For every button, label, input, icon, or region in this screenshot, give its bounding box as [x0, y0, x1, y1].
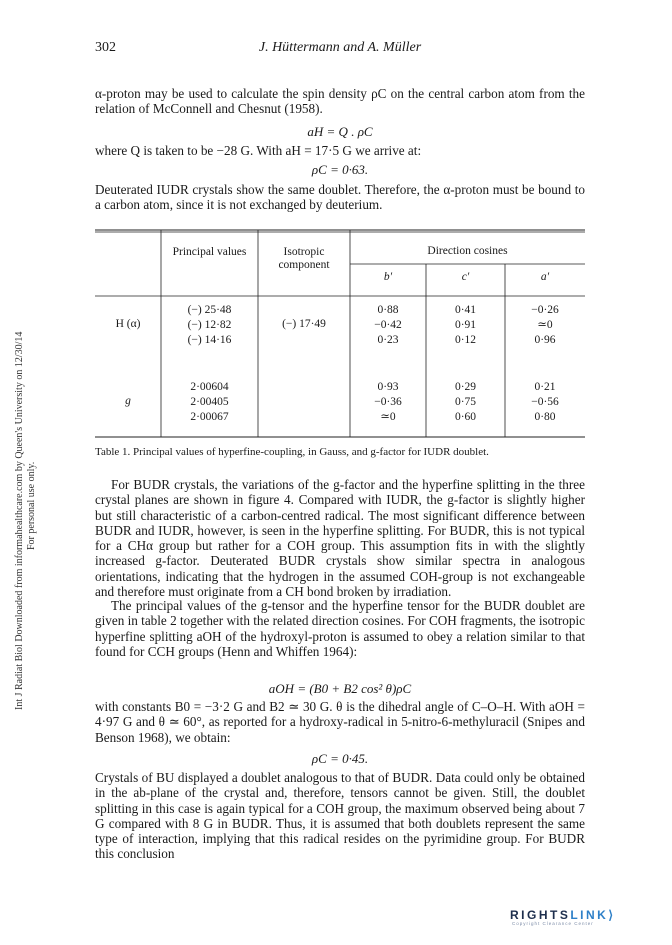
cell-principal-g: 2·00604 2·00405 2·00067 — [190, 381, 229, 423]
row-label-h-alpha: H (α) — [115, 318, 141, 330]
download-watermark — [14, 150, 44, 710]
cell-a-g: 0·21 −0·56 0·80 — [531, 381, 559, 423]
header-c: c′ — [461, 271, 470, 283]
table-caption: Table 1. Principal values of hyperfine-coupling, in Gauss, and g-factor for IUDR doublet. — [95, 446, 489, 458]
rightslink-logo — [510, 908, 616, 922]
cell-a-h: −0·26 ≃0 0·96 — [531, 304, 559, 346]
header-b: b′ — [383, 271, 393, 283]
paragraph-6: with constants B0 = −3·2 G and B2 ≃ 30 G. θ is the dihedral angle of C–O–H. With aOH = 4·97 G and θ ≃ 60°, as reported for a hydroxy-radical in 5-nitro-6-methyluracil (Snipes and Benson 1968), we obtain: — [95, 699, 585, 745]
cell-b-g: 0·93 −0·36 ≃0 — [374, 381, 402, 423]
header-isotropic: Isotropic component — [278, 246, 330, 271]
header-a: a′ — [540, 271, 550, 283]
logo-rights-text: RIGHTS — [510, 908, 571, 922]
cell-c-g: 0·29 0·75 0·60 — [454, 381, 477, 423]
running-title: J. Hüttermann and A. Müller — [258, 40, 422, 55]
paragraph-2: where Q is taken to be −28 G. With aH = 17·5 G we arrive at: — [95, 143, 422, 158]
cell-b-h: 0·88 −0·42 0·23 — [374, 304, 402, 346]
watermark-line-1: Int J Radiat Biol Downloaded from informahealthcare.com by Queen's University on 12/30/14 — [14, 331, 25, 710]
equation-3: aOH = (B0 + B2 cos² θ)ρC — [268, 681, 412, 696]
equation-4: ρC = 0·45. — [311, 751, 369, 766]
header-principal: Principal values — [172, 246, 247, 258]
equation-1: aH = Q . ρC — [307, 124, 373, 139]
watermark-line-2: For personal use only. — [26, 461, 37, 550]
paragraph-4: For BUDR crystals, the variations of the g-factor and the hyperfine splitting in the three crystal planes are shown in figure 4. Compared with IUDR, the g-factor is slightly higher but still characteristic of a carbon-centred radical. The most significant difference between BUDR and IUDR, however, is seen in the hyperfine splitting. For BUDR, this is not typical for a CHα group but rather for a COH group. This assumption fits in with the slightly increased g-factor. Deuterated BUDR crystals show similar spectra in analogous orientations, indicating that the hydrogen in the assumed COH-group is not exchangeable and therefore must originate from a CH bond broken by irradiation. — [95, 477, 585, 600]
logo-link-text: LINK — [570, 908, 609, 922]
logo-arrow-icon: ⟩ — [608, 908, 616, 922]
cell-c-h: 0·41 0·91 0·12 — [454, 304, 477, 346]
paragraph-7: Crystals of BU displayed a doublet analogous to that of BUDR. Data could only be obtained in the ab-plane of the crystal and, therefore, tensors cannot be given. Still, the doublet splitting in this case is again typical for a COH group, the maximum observed being about 7 G compared with 8 G in BUDR. Thus, it is assumed that both doublets represent the same type of interaction, implying that this radical resides on the pyrimidine group. For BUDR this conclusion — [95, 770, 585, 862]
header-direction-cosines: Direction cosines — [427, 245, 508, 257]
cell-isotropic-h: (−) 17·49 — [282, 318, 326, 330]
equation-2: ρC = 0·63. — [311, 162, 369, 177]
cell-principal-h: (−) 25·48 (−) 12·82 (−) 14·16 — [187, 304, 232, 346]
page-number: 302 — [95, 40, 116, 55]
paragraph-5: The principal values of the g-tensor and the hyperfine tensor for the BUDR doublet are given in table 2 together with the related direction cosines. For COH fragments, the isotropic hyperfine splitting aOH of the hydroxyl-proton is assumed to obey a relation similar to that found for CCH groups (Henn and Whiffen 1964): — [95, 598, 586, 659]
rightslink-tagline: Copyright Clearance Center — [512, 921, 594, 926]
paragraph-1: α-proton may be used to calculate the spin density ρC on the central carbon atom from the relation of McConnell and Chesnut (1958). — [95, 86, 585, 117]
paragraph-3: Deuterated IUDR crystals show the same doublet. Therefore, the α-proton must be bound to a carbon atom, since it is not exchanged by deuterium. — [95, 182, 585, 213]
row-label-g: g — [125, 395, 131, 407]
